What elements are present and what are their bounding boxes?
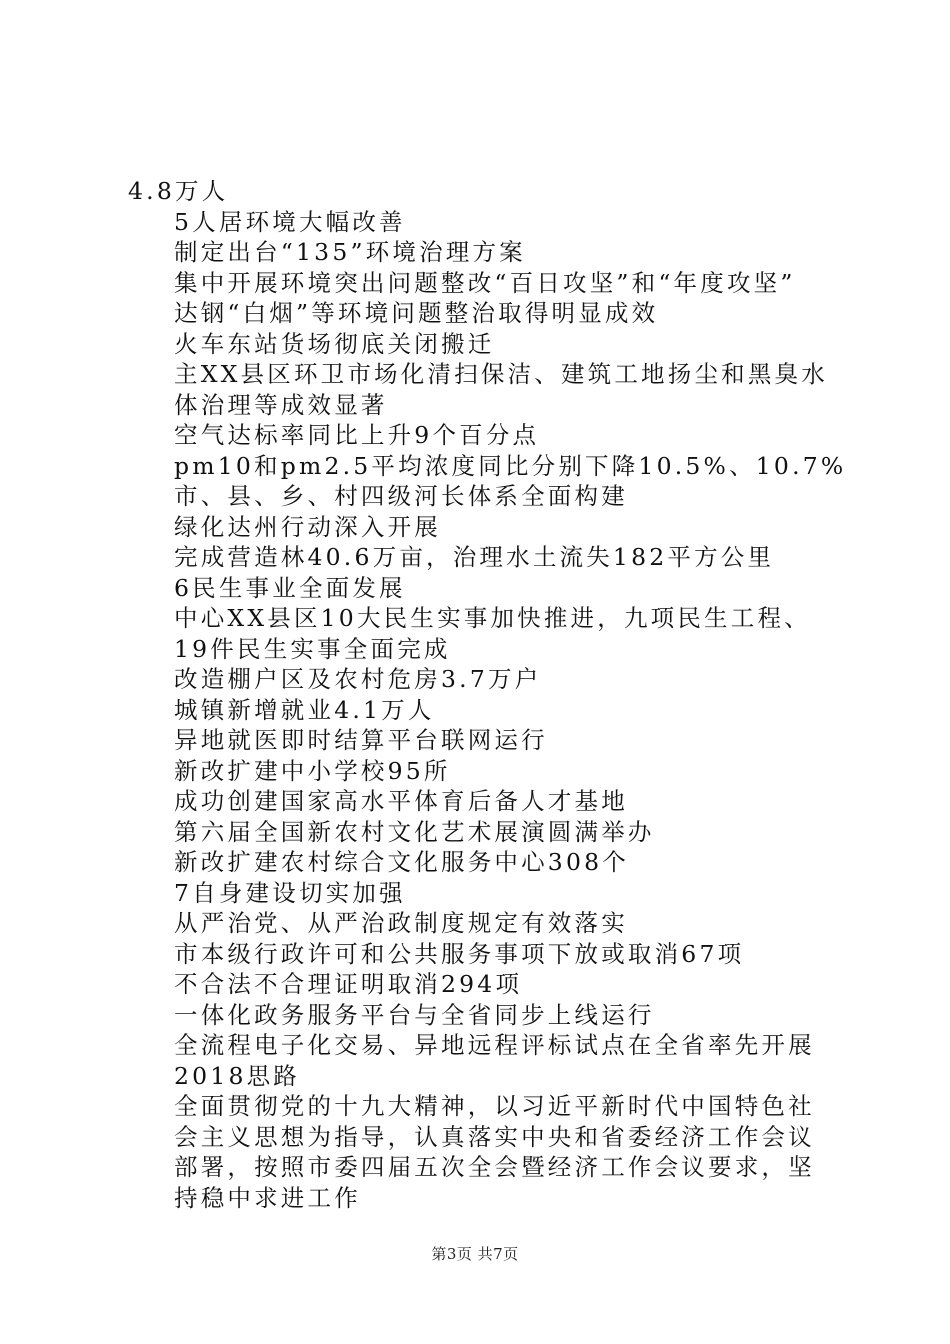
text-line: 从严治党、从严治政制度规定有效落实 <box>174 909 628 937</box>
text-line: 城镇新增就业4.1万人 <box>174 695 435 724</box>
text-line: 达钢“白烟”等环境问题整治取得明显成效 <box>174 299 659 327</box>
text-line: 市本级行政许可和公共服务事项下放或取消67项 <box>174 939 745 968</box>
page-footer: 第3页 共7页 <box>431 1245 519 1263</box>
text-line: 全流程电子化交易、异地远程评标试点在全省率先开展 <box>174 1031 815 1059</box>
text-line: 6民生事业全面发展 <box>174 573 406 602</box>
text-line: 火车东站货场彻底关闭搬迁 <box>174 329 495 358</box>
text-line: 全面贯彻党的十九大精神，以习近平新时代中国特色社会主义思想为指导，认真落实中央和省委经济工作会议部署，按照市委四届五次全会暨经济工作会议要求，坚持稳中求进工作 <box>174 1092 815 1212</box>
text-line: 成功创建国家高水平体育后备人才基地 <box>174 787 628 815</box>
text-line: 制定出台“135”环境治理方案 <box>174 238 526 266</box>
text-line: 空气达标率同比上升9个百分点 <box>174 421 540 449</box>
document-body <box>128 176 847 1213</box>
text-line: 第六届全国新农村文化艺术展演圆满举办 <box>174 817 655 846</box>
text-line: 5人居环境大幅改善 <box>174 207 406 236</box>
text-line: 不合法不合理证明取消294项 <box>174 970 523 998</box>
text-line: 4.8万人 <box>128 177 229 205</box>
text-line: 集中开展环境突出问题整改“百日攻坚”和“年度攻坚” <box>174 268 796 297</box>
text-line: 新改扩建中小学校95所 <box>174 756 451 785</box>
text-line: 绿化达州行动深入开展 <box>174 512 441 541</box>
text-line: 改造棚户区及农村危房3.7万户 <box>174 665 542 693</box>
text-line: 主XX县区环卫市场化清扫保洁、建筑工地扬尘和黑臭水体治理等成效显著 <box>174 360 828 419</box>
text-line: 2018思路 <box>174 1061 301 1090</box>
text-line: pm10和pm2.5平均浓度同比分别下降10.5%、10.7% <box>174 451 847 480</box>
text-line: 完成营造林40.6万亩，治理水土流失182平方公里 <box>174 543 775 571</box>
text-line: 一体化政务服务平台与全省同步上线运行 <box>174 1000 655 1029</box>
text-line: 7自身建设切实加强 <box>174 878 406 907</box>
text-line: 新改扩建农村综合文化服务中心308个 <box>174 848 629 876</box>
text-line: 中心XX县区10大民生实事加快推进，九项民生工程、19件民生实事全面完成 <box>174 604 811 663</box>
text-line: 异地就医即时结算平台联网运行 <box>174 726 548 754</box>
text-line: 市、县、乡、村四级河长体系全面构建 <box>174 482 628 510</box>
